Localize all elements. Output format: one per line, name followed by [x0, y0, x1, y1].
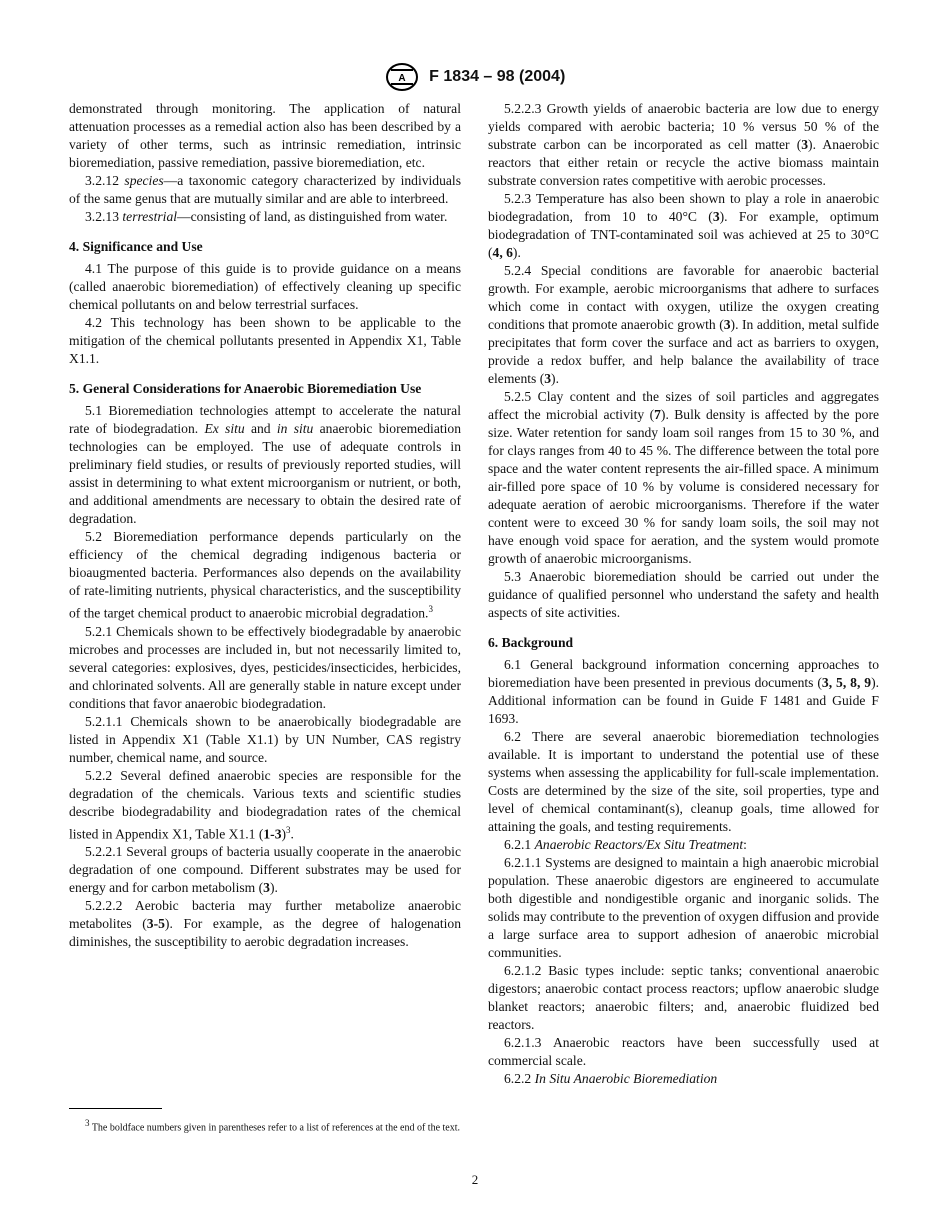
paragraph-5-2-2-3: 5.2.2.3 Growth yields of anaerobic bacteria are low due to energy yields compared with aerobic bacteria; 10 % versus 50 % of the substrate carbon can be incorporated as cell matter (3). Anaerobic reactors that either retain or recycle the active biomass maintain substrate conversion rates competitive with aerobic processes. [488, 101, 880, 188]
svg-text:A: A [398, 73, 406, 84]
paragraph: demonstrated through monitoring. The application of natural attenuation processes as a remedial action also has been described by a variety of other terms, such as intrinsic remediation, intrinsic bioremediation, passive remediation, passive bioremediation, etc. [69, 101, 461, 170]
page-number: 2 [471, 1172, 479, 1187]
paragraph-5-2-2-2: 5.2.2.2 Aerobic bacteria may further metabolize anaerobic metabolites (3-5). For example, as the degree of halogenation diminishes, the susceptibility to aerobic degradation increases. [69, 898, 462, 950]
paragraph-5-2-3: 5.2.3 Temperature has also been shown to play a role in anaerobic biodegradation, from 10 to 40°C (3). For example, optimum biodegradation of TNT-contaminated soil was achieved at 25 to 30°C (4, 6). [488, 191, 879, 260]
section-4-heading: 4. Significance and Use [69, 239, 203, 254]
paragraph-5-2: 5.2 Bioremediation performance depends particularly on the efficiency of the chemical degrading indigenous bacteria or bioaugmented bacteria. Performances also depends on the availability of rate-limiting nutrients, physical characteristics, and the susceptibility of the target chemical product to anaerobic microbial degradation.$^3$ [69, 529, 461, 621]
paragraph-5-2-5: 5.2.5 Clay content and the sizes of soil particles and aggregates affect the microbial activity (7). Bulk density is affected by the pore size. Water retention for sandy loam soil ranges from 15 to 30 %, and for clays ranges from 40 to 45 %. The difference between the total pore space and the water content represents the air-filled space. A minimum air-filled pore space of 10 % by volume is considered necessary for adequate aeration of aerobic microorganisms. Therefore if the water content were to exceed 30 % for sandy loam soils, the soil may not have enough void space for aeration, and the system would promote growth of anaerobic microorganisms. [488, 389, 880, 566]
paragraph-6-2-1: 6.2.1 Anaerobic Reactors/Ex Situ Treatment: [504, 837, 747, 852]
paragraph-5-2-1: 5.2.1 Chemicals shown to be effectively biodegradable by anaerobic microbes and processes are included in, but not necessarily limited to, several categories: explosives, dyes, pesticides/insecticides, herbicides, and chlorinated solvents. All are generally stable in nature except under conditions that favor anaerobic biodegradation. [69, 623, 461, 711]
footnote: $^3$ The boldface numbers given in parentheses refer to a list of references at the end of the text. [85, 1118, 460, 1134]
footnote-divider [69, 1108, 162, 1109]
paragraph-5-1: 5.1 Bioremediation technologies attempt to accelerate the natural rate of biodegradation. Ex situ and in situ anaerobic bioremediation technologies can be employed. The use of adequate controls in preliminary field studies, or results of previously reported studies, will assist in determining to what extent microorganism or nutrient, or both, and additional amendments are necessary to obtain the desired rate of degradation. [69, 403, 461, 526]
paragraph-6-2-1-2: 6.2.1.2 Basic types include: septic tanks; conventional anaerobic digestors; anaerobic contact process reactors; upflow anaerobic sludge blanket reactors; anaerobic filters; and, anaerobic fluidized bed reactors. [488, 963, 879, 1032]
astm-logo-icon [385, 62, 419, 92]
paragraph-5-3: 5.3 Anaerobic bioremediation should be carried out under the guidance of qualified personnel who understand the safety and health aspects of site activities. [488, 569, 879, 620]
paragraph-5-2-2-1: 5.2.2.1 Several groups of bacteria usually cooperate in the anaerobic degradation of one compound. Different substrates may be used for energy and for carbon metabolism (3). [69, 844, 461, 896]
paragraph-5-2-2: 5.2.2 Several defined anaerobic species are responsible for the degradation of the chemicals. Various texts and scientific studies describe biodegradability and biodegradation rates of the chemical listed in Appendix X1, Table X1.1 $(1-3)^3$. [69, 767, 461, 842]
definition-3-2-12: 3.2.12 species—a taxonomic category characterized by individuals of the same genus that are mutually similar and are able to interbreed. [69, 173, 461, 206]
paragraph-6-2-1-1: 6.2.1.1 Systems are designed to maintain a high anaerobic microbial population. These anaerobic digestors are engineered to accumulate both digestible and nondigestible organic and inorganic solids. The solids may contribute to the prevention of oxygen diffusion and provide a large surface area to support adhesion of anaerobic microbial communities. [488, 855, 879, 960]
paragraph-6-2-1-3: 6.2.1.3 Anaerobic reactors have been successfully used at commercial scale. [488, 1035, 879, 1068]
paragraph-6-2: 6.2 There are several anaerobic bioremediation technologies available. It is important to understand the potential use of these systems when assessing the applicability for full-scale implementation. Costs are determined by the size of the site, soil properties, type and level of chemical contaminant(s), cleanup goals, time allowed for attaining the goals, and testing requirements. [488, 729, 879, 834]
paragraph-5-2-4: 5.2.4 Special conditions are favorable for anaerobic bacterial growth. For example, aerobic microorganisms that adhere to surfaces which come in contact with oxygen, utilize the oxygen creating conditions that promote anaerobic growth (3). In addition, metal sulfide precipitates that form cover the surface and act as barriers to oxygen, provide a redox buffer, and help balance the availability of trace elements (3). [488, 263, 879, 386]
section-6-heading: 6. Background [488, 635, 574, 650]
definition-3-2-13: 3.2.13 terrestrial—consisting of land, as distinguished from water. [85, 209, 448, 224]
paragraph-5-2-1-1: 5.2.1.1 Chemicals shown to be anaerobically biodegradable are listed in Appendix X1 (Table X1.1) by UN Number, CAS registry number, chemical name, and source. [69, 713, 461, 765]
page-header [0, 62, 950, 92]
left-column [69, 100, 461, 951]
paragraph-6-1: 6.1 General background information concerning approaches to bioremediation have been presented in previous documents (3, 5, 8, 9). Additional information can be found in Guide F 1481 and Guide F 1693. [488, 657, 879, 726]
standard-designation: F 1834 – 98 (2004) [429, 68, 566, 85]
right-column [488, 100, 879, 1088]
paragraph-4-1: 4.1 The purpose of this guide is to provide guidance on a means (called anaerobic bioremediation) of effectively cleaning up specific chemical pollutants on and below terrestrial surfaces. [69, 261, 461, 312]
paragraph-6-2-2: 6.2.2 In Situ Anaerobic Bioremediation [504, 1071, 718, 1086]
footnote-marker: 3 [428, 604, 433, 614]
section-5-heading: 5. General Considerations for Anaerobic Bioremediation Use [69, 381, 422, 396]
paragraph-4-2: 4.2 This technology has been shown to be applicable to the mitigation of the chemical pollutants presented in Appendix X1, Table X1.1. [69, 315, 461, 366]
